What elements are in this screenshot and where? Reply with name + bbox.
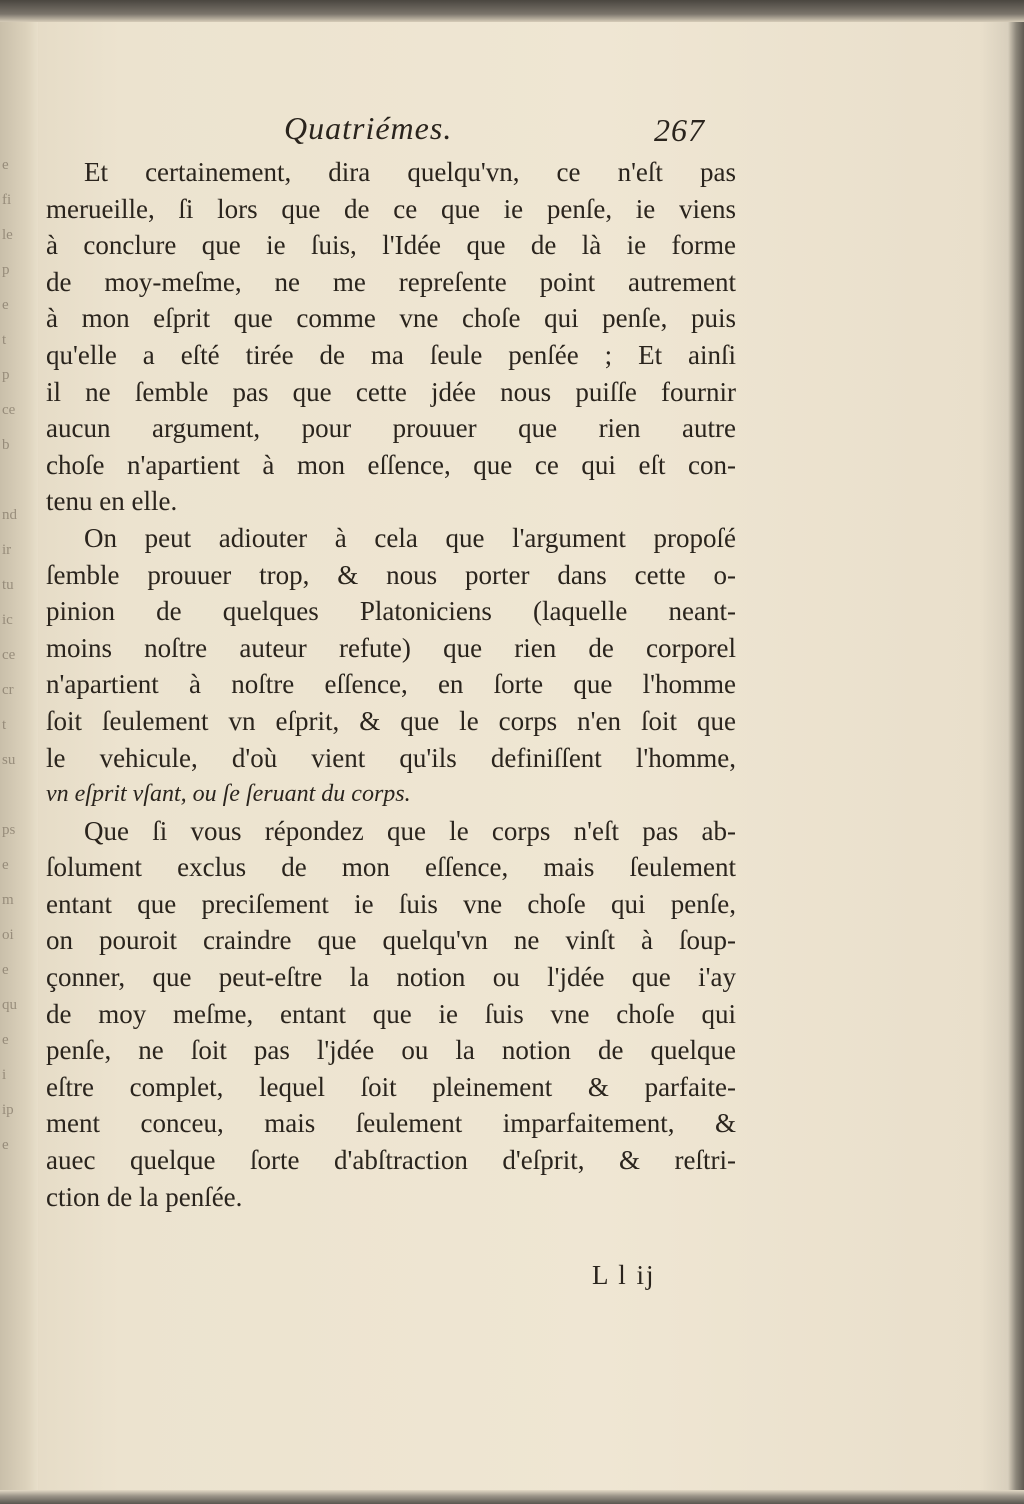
- text-line: ſoit ſeulement vn eſprit, & que le corps n'en ſoit que: [46, 705, 736, 736]
- text-line: tenu en elle.: [46, 486, 178, 517]
- text-line: moins noſtre auteur refute) que rien de corporel: [46, 632, 736, 663]
- text-line: ſemble prouuer trop, & nous porter dans cette o-: [46, 559, 736, 590]
- scan-bottom-edge: [0, 1490, 1024, 1504]
- running-head: [46, 110, 736, 154]
- text-line: aucun argument, pour prouuer que rien autre: [46, 413, 736, 444]
- page-number: 267: [654, 112, 705, 148]
- text-line: çonner, que peut-eſtre la notion ou l'jdée que i'ay: [46, 962, 736, 993]
- text-line: de moy meſme, entant que ie ſuis vne choſe qui: [46, 998, 736, 1029]
- signature-catchword: L l ij: [592, 1260, 656, 1290]
- text-line: ction de la penſée.: [46, 1181, 243, 1212]
- text-line: il ne ſemble pas que cette jdée nous puiſſe fournir: [46, 376, 736, 407]
- text-line: Que ſi vous répondez que le corps n'eſt pas ab-: [84, 815, 736, 846]
- text-line: choſe n'apartient à mon eſſence, que ce qui eſt con-: [46, 449, 736, 480]
- page-text-block: [46, 110, 736, 1290]
- running-head-title: Quatriémes.: [284, 110, 453, 146]
- text-line: de moy-meſme, ne me repreſente point autrement: [46, 266, 736, 297]
- paragraph-3: [46, 813, 736, 1216]
- paragraph-2: [46, 520, 736, 813]
- facing-page-bleed: e fi le p e t p ce b nd ir tu ic ce cr t su ps e m oi e qu e i ip e: [2, 157, 17, 1153]
- paragraph-1: [46, 154, 736, 520]
- text-line: Et certainement, dira quelqu'vn, ce n'eſt pas: [84, 157, 736, 187]
- text-line: auec quelque ſorte d'abſtraction d'eſprit, & reſtri-: [46, 1145, 736, 1176]
- text-line: le vehicule, d'où vient qu'ils definiſſent l'homme,: [46, 742, 736, 773]
- text-line: à conclure que ie ſuis, l'Idée que de là ie forme: [46, 230, 736, 261]
- text-line: eſtre complet, lequel ſoit pleinement & parfaite-: [46, 1071, 736, 1102]
- text-line: qu'elle a eſté tirée de ma ſeule penſée ; Et ainſi: [46, 339, 736, 370]
- text-line: On peut adiouter à cela que l'argument propoſé: [84, 522, 736, 553]
- text-line: ment conceu, mais ſeulement imparfaitement, &: [46, 1108, 736, 1139]
- text-line: on pouroit craindre que quelqu'vn ne vinſt à ſoup-: [46, 925, 736, 956]
- text-line: n'apartient à noſtre eſſence, en ſorte que l'homme: [46, 669, 736, 700]
- text-line: merueille, ſi lors que de ce que ie penſe, ie viens: [46, 193, 736, 224]
- scan-top-edge: [0, 0, 1024, 22]
- text-line: pinion de quelques Platoniciens (laquelle neant-: [46, 596, 736, 627]
- text-line: entant que preciſement ie ſuis vne choſe qui penſe,: [46, 888, 736, 919]
- italic-definition-line: vn eſprit vſant, ou ſe ſeruant du corps.: [46, 781, 411, 808]
- text-line: ſolument exclus de mon eſſence, mais ſeulement: [46, 852, 736, 883]
- text-line: penſe, ne ſoit pas l'jdée ou la notion de quelque: [46, 1035, 736, 1066]
- text-line: à mon eſprit que comme vne choſe qui penſe, puis: [46, 303, 736, 334]
